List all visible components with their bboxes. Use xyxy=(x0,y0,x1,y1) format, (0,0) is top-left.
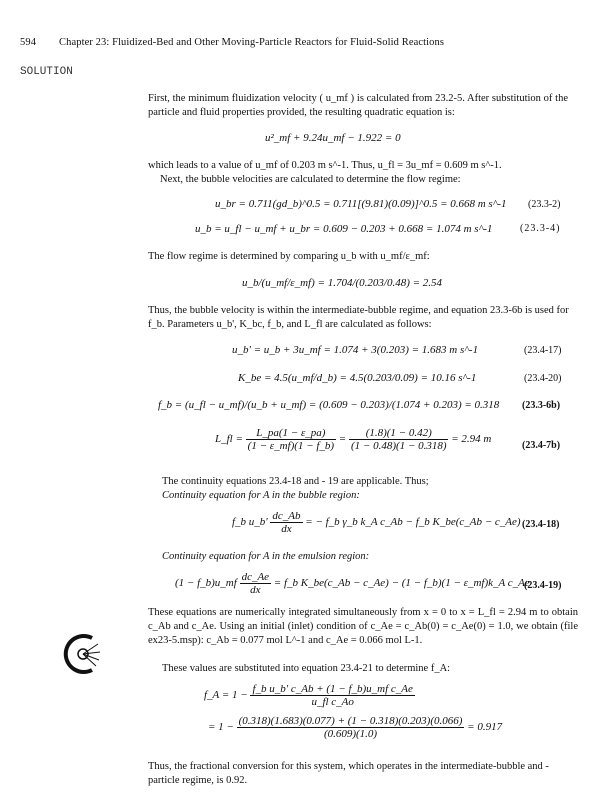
paragraph-intro: First, the minimum fluidization velocity ( u_mf ) is calculated from 23.2-5. After substitution of the particle and fluid properties provided, the resulting quadratic equation is: xyxy=(148,93,568,118)
paragraph-bubble-velocity: Next, the bubble velocities are calculated to determine the flow regime: xyxy=(160,174,461,185)
paragraph-substitution: These values are substituted into equation 23.4-21 to determine f_A: xyxy=(162,663,451,674)
lfl-numerator-numeric: (1.8)(1 − 0.42) xyxy=(365,427,432,439)
bubble-derivative xyxy=(270,510,302,535)
equation-regime: u_b/(u_mf/ε_mf) = 1.704/(0.203/0.48) = 2.54 xyxy=(242,277,443,289)
lfl-fraction-symbolic xyxy=(246,427,336,452)
fa-fraction-numeric xyxy=(237,715,465,740)
paragraph-integration: These equations are numerically integrated simultaneously from x = 0 to x = L_fl = 2.94 m to obtain c_Ab and c_Ae. Using an initial (inlet) condition of c_Ae = c_Ab(0) = c_Ae(0) = 1.0, we obtain (file ex23-5.msp): c_Ab = 0.077 mol L^-1 and c_Ae = 0.066 mol L-1. xyxy=(148,607,578,646)
equation-number-ubprime: (23.4-17) xyxy=(524,345,562,356)
fa-result: = 0.917 xyxy=(467,721,503,734)
equation-ubr: u_br = 0.711(gd_b)^0.5 = 0.711[(9.81)(0.09)]^0.5 = 0.668 m s^-1 xyxy=(215,198,507,210)
paragraph-intermediate-regime: Thus, the bubble velocity is within the intermediate-bubble regime, and equation 23.3-6b is used for f_b. Parameters u_b', K_bc, f_b, and L_fl are calculated as follows: xyxy=(148,305,569,330)
lfl-lhs: L_fl = xyxy=(215,433,243,446)
paragraph-continuity: The continuity equations 23.4-18 and - 19 are applicable. Thus; xyxy=(162,476,429,487)
equation-number-emulsion: (23.4-19) xyxy=(524,580,562,591)
paragraph-bubble-region: Continuity equation for A in the bubble region: xyxy=(162,490,360,501)
page-number: 594 xyxy=(20,37,37,48)
bubble-derivative-denominator: dx xyxy=(270,522,302,535)
emulsion-rhs: = f_b K_be(c_Ab − c_Ae) − (1 − f_b)(1 − ε_mf)k_A c_Ae xyxy=(273,577,530,590)
fa-lhs: f_A = 1 − xyxy=(204,689,248,702)
paragraph-flow-regime: The flow regime is determined by comparing u_b with u_mf/ε_mf: xyxy=(148,251,430,262)
fa-denominator-symbolic: u_fl c_Ao xyxy=(250,695,414,708)
equation-emulsion-continuity xyxy=(175,571,530,596)
paragraph-emulsion-region: Continuity equation for A in the emulsion region: xyxy=(162,551,370,562)
fa-numerator-symbolic: f_b u_b' c_Ab + (1 − f_b)u_mf c_Ae xyxy=(252,683,413,695)
equation-quadratic: u²_mf + 9.24u_mf − 1.922 = 0 xyxy=(265,132,401,144)
paragraph-umf-result: which leads to a value of u_mf of 0.203 m s^-1. Thus, u_fl = 3u_mf = 0.609 m s^-1. xyxy=(148,160,502,171)
equation-number-lfl: (23.4-7b) xyxy=(522,440,561,451)
equation-bubble-continuity xyxy=(232,510,521,535)
cd-computer-icon xyxy=(62,632,104,676)
emulsion-lhs: (1 − f_b)u_mf xyxy=(175,577,237,590)
equation-fb: f_b = (u_fl − u_mf)/(u_b + u_mf) = (0.609 − 0.203)/(1.074 + 0.203) = 0.318 xyxy=(158,399,500,411)
equation-number-ub: (23.3-4) xyxy=(520,223,561,234)
equation-number-kbe: (23.4-20) xyxy=(524,373,562,384)
equation-number-ubr: (23.3-2) xyxy=(528,199,561,210)
bubble-derivative-numerator: dc_Ab xyxy=(272,510,301,522)
lfl-equals: = xyxy=(338,433,347,446)
emulsion-derivative-numerator: dc_Ae xyxy=(241,571,270,583)
equation-number-bubble: (23.4-18) xyxy=(522,519,560,530)
paragraph-conclusion: Thus, the fractional conversion for this system, which operates in the intermediate-bubble and -particle regime, is 0.92. xyxy=(148,761,549,786)
lfl-fraction-numeric xyxy=(349,427,449,452)
equation-number-fb: (23.3-6b) xyxy=(522,400,561,411)
equation-fa-symbolic xyxy=(204,683,415,708)
equation-ub: u_b = u_fl − u_mf + u_br = 0.609 − 0.203 + 0.668 = 1.074 m s^-1 xyxy=(195,223,493,235)
lfl-numerator-symbolic: L_pa(1 − ε_pa) xyxy=(256,427,326,439)
solution-label: SOLUTION xyxy=(20,66,73,78)
lfl-denominator-symbolic: (1 − ε_mf)(1 − f_b) xyxy=(247,440,335,452)
equation-kbe: K_be = 4.5(u_mf/d_b) = 4.5(0.203/0.09) = 10.16 s^-1 xyxy=(238,372,477,384)
equation-ubprime: u_b' = u_b + 3u_mf = 1.074 + 3(0.203) = 1.683 m s^-1 xyxy=(232,344,479,356)
chapter-title: Chapter 23: Fluidized-Bed and Other Moving-Particle Reactors for Fluid-Solid Reactions xyxy=(59,37,445,48)
equation-fa-numeric xyxy=(208,715,502,740)
emulsion-derivative-denominator: dx xyxy=(240,583,271,596)
bubble-rhs: = − f_b γ_b k_A c_Ab − f_b K_be(c_Ab − c_Ae) xyxy=(305,516,521,529)
lfl-denominator-numeric: (1 − 0.48)(1 − 0.318) xyxy=(350,440,447,452)
equation-lfl xyxy=(215,427,491,452)
emulsion-derivative xyxy=(240,571,271,596)
fa-denominator-numeric: (0.609)(1.0) xyxy=(237,727,465,740)
fa-lhs-numeric: = 1 − xyxy=(208,721,234,734)
lfl-result: = 2.94 m xyxy=(451,433,492,446)
fa-fraction-symbolic xyxy=(250,683,414,708)
fa-numerator-numeric: (0.318)(1.683)(0.077) + (1 − 0.318)(0.203)(0.066) xyxy=(238,715,463,727)
bubble-lhs: f_b u_b' xyxy=(232,516,268,529)
